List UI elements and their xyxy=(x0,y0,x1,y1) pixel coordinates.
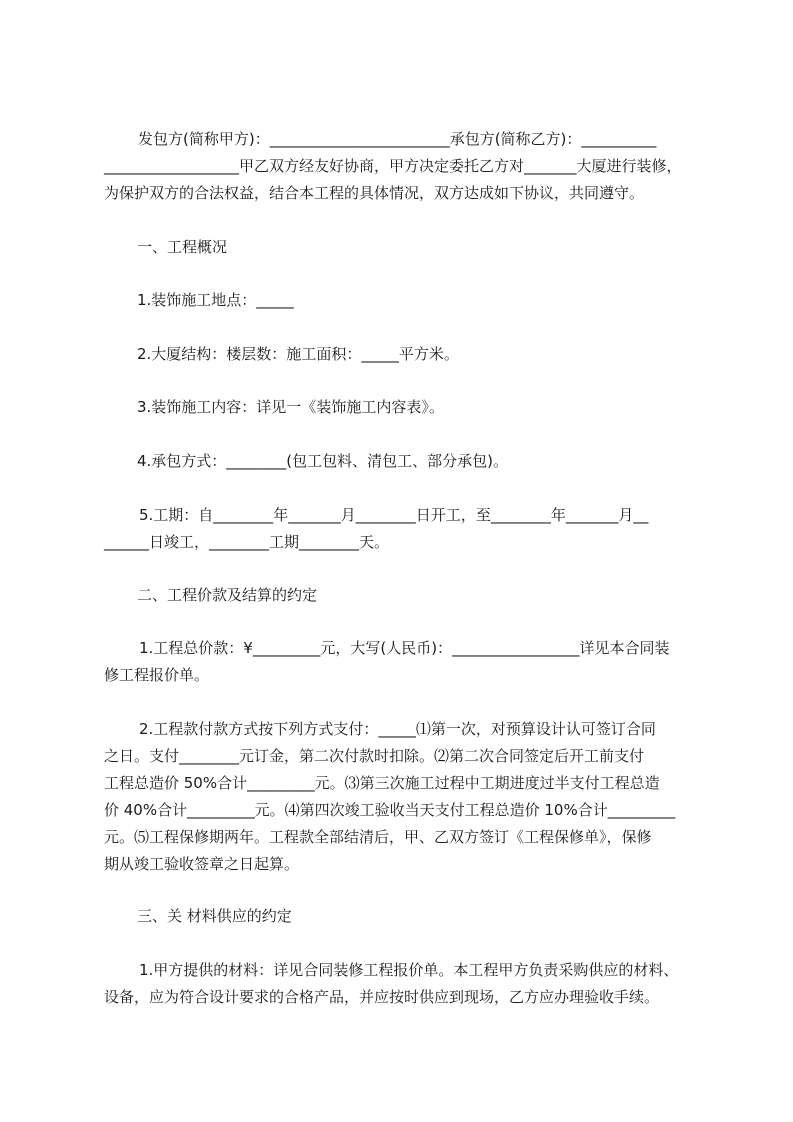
intro-line-2: __________________甲乙双方经友好协商，甲方决定委托乙方对_______大厦进行装修， xyxy=(104,157,682,175)
clause-1-5-line-1: 5.工期：自________年_______月________日开工，至________年_______月__ xyxy=(139,506,649,524)
clause-3-1-line-2: 设备，应为符合设计要求的合格产品，并应按时供应到现场，乙方应办理验收手续。 xyxy=(104,988,660,1006)
clause-3-1-line-1: 1.甲方提供的材料：详见合同装修工程报价单。本工程甲方负责采购供应的材料、 xyxy=(139,961,679,979)
clause-1-4: 4.承包方式：________(包工包料、清包工、部分承包)。 xyxy=(137,452,509,470)
clause-2-2-line-5: 元。⑸工程保修期两年。工程款全部结清后，甲、乙双方签订《工程保修单》，保修 xyxy=(104,828,652,846)
clause-1-1: 1.装饰施工地点：_____ xyxy=(137,291,294,309)
intro-line-1: 发包方(简称甲方)：________________________承包方(简称乙方)：__________ xyxy=(138,130,657,148)
intro-line-3: 为保护双方的合法权益，结合本工程的具体情况，双方达成如下协议，共同遵守。 xyxy=(104,184,645,202)
clause-2-2-line-2: 之日。支付________元订金，第二次付款时扣除。⑵第二次合同签定后开工前支付 xyxy=(104,747,645,765)
clause-2-2-line-4: 价 40%合计_________元。⑷第四次竣工验收当天支付工程总造价 10%合计_________ xyxy=(104,801,676,819)
clause-2-1-line-2: 修工程报价单。 xyxy=(104,666,210,684)
section-heading-1: 一、工程概况 xyxy=(137,238,228,256)
section-heading-2: 二、工程价款及结算的约定 xyxy=(137,586,318,604)
clause-1-3: 3.装饰施工内容：详见一《装饰施工内容表》。 xyxy=(137,398,444,416)
section-heading-3: 三、关 材料供应的约定 xyxy=(137,907,292,925)
clause-2-2-line-3: 工程总造价 50%合计_________元。⑶第三次施工过程中工期进度过半支付工程总造 xyxy=(104,774,660,792)
clause-2-2-line-1: 2.工程款付款方式按下列方式支付：_____⑴第一次，对预算设计认可签订合同 xyxy=(139,720,656,738)
clause-2-1-line-1: 1.工程总价款：¥_________元，大写(人民币)：_________________详见本合同装 xyxy=(139,639,670,657)
clause-1-5-line-2: ______日竣工，________工期________天。 xyxy=(104,533,390,551)
clause-1-2: 2.大厦结构：楼层数：施工面积：_____平方米。 xyxy=(137,345,459,363)
clause-2-2-line-6: 期从竣工验收签章之日起算。 xyxy=(104,855,300,873)
